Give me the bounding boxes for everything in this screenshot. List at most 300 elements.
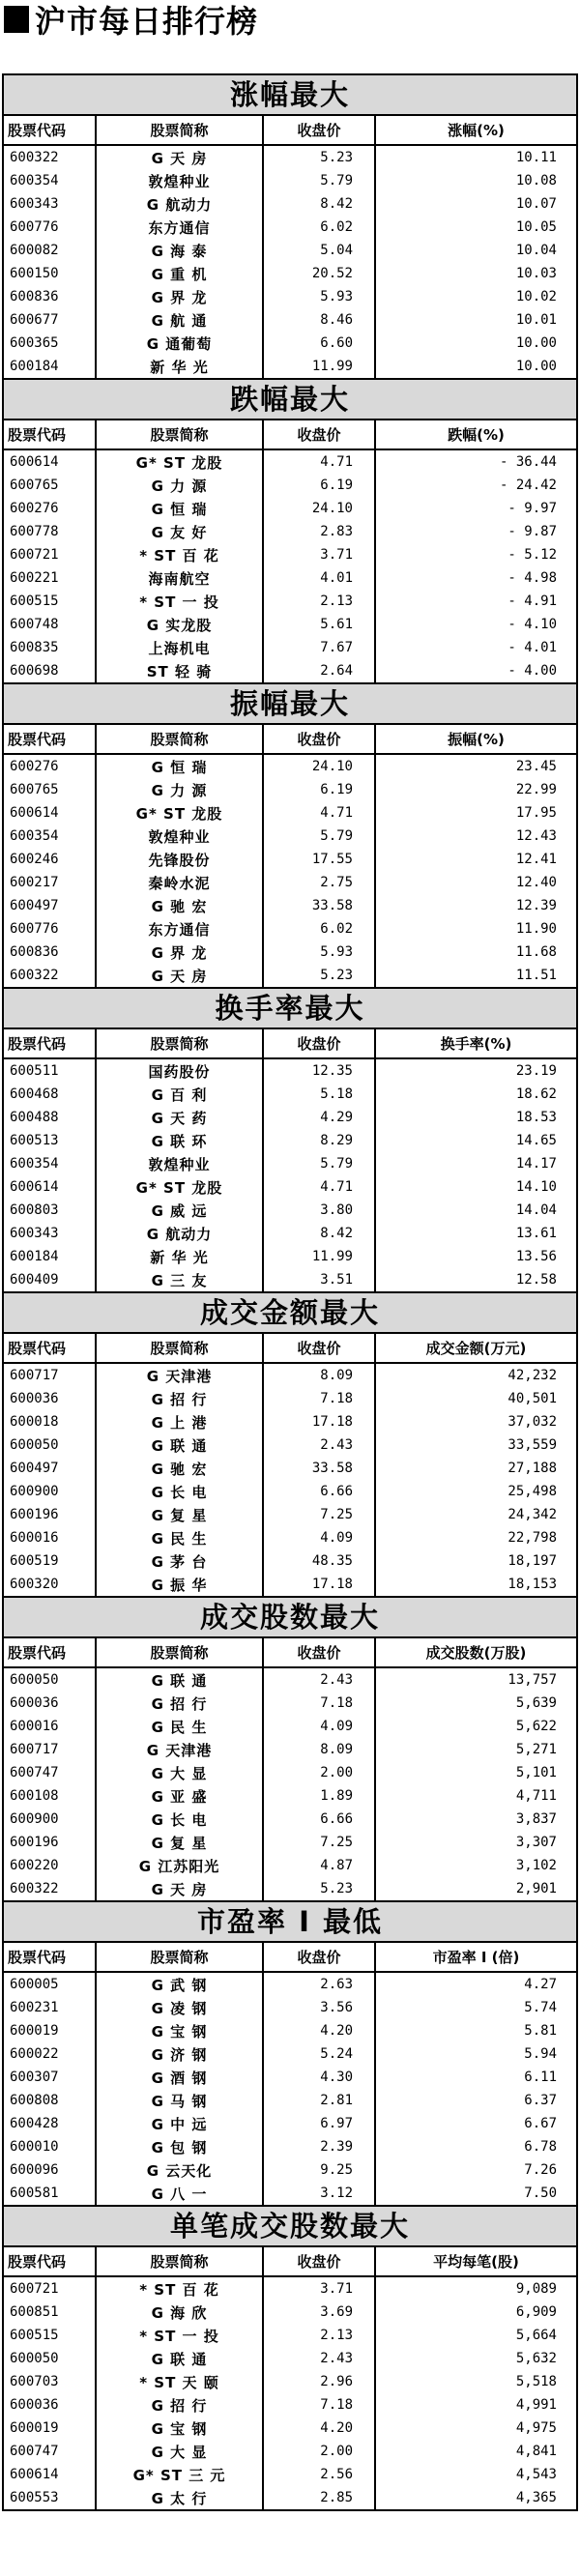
metric-value: 9,089 <box>375 2276 576 2301</box>
header-close-price: 收盘价 <box>263 2247 375 2276</box>
close-price: 7.18 <box>263 2393 375 2417</box>
close-price: 2.96 <box>263 2370 375 2393</box>
section-title: 换手率最大 <box>4 989 576 1029</box>
metric-value: 13.56 <box>375 1245 576 1268</box>
table-row <box>4 2135 576 2158</box>
stock-code: 600513 <box>10 1133 59 1148</box>
table-row <box>4 1738 576 1761</box>
close-price: 8.46 <box>263 308 375 332</box>
ranking-section <box>4 1902 576 2207</box>
stock-name: 东方通信 <box>96 216 263 239</box>
stock-name: G 招 行 <box>96 1387 263 1410</box>
ranking-section <box>4 684 576 989</box>
close-price: 4.30 <box>263 2066 375 2089</box>
metric-value: 27,188 <box>375 1457 576 1480</box>
metric-value: - 4.91 <box>375 590 576 613</box>
table-row <box>4 262 576 285</box>
metric-value: 3,307 <box>375 1831 576 1854</box>
header-close-price: 收盘价 <box>263 725 375 754</box>
stock-code: 600614 <box>10 454 59 470</box>
table-row <box>4 778 576 801</box>
close-price: 5.93 <box>263 941 375 964</box>
stock-name: 秦岭水泥 <box>96 871 263 894</box>
stock-name: G 武 钢 <box>96 1972 263 1996</box>
table-row <box>4 332 576 355</box>
stock-code: 600835 <box>10 640 59 655</box>
stock-name: G 大 显 <box>96 1761 263 1784</box>
table-header-row <box>4 1638 576 1667</box>
stock-code: 600018 <box>10 1414 59 1430</box>
close-price: 2.43 <box>263 1667 375 1692</box>
close-price: 3.56 <box>263 1996 375 2019</box>
header-stock-code: 股票代码 <box>4 420 96 449</box>
stock-code: 600082 <box>10 243 59 258</box>
stock-name: G 联 环 <box>96 1129 263 1152</box>
stock-code: 600698 <box>4 659 96 683</box>
stock-name: G 力 源 <box>96 778 263 801</box>
close-price: 11.99 <box>263 355 375 379</box>
stock-code: 600246 <box>10 852 59 867</box>
header-stock-name: 股票简称 <box>96 725 263 754</box>
table-header-row <box>4 2247 576 2276</box>
table-row <box>4 1363 576 1387</box>
stock-code: 600320 <box>4 1573 96 1597</box>
stock-code: 600150 <box>10 266 59 281</box>
stock-code: 600515 <box>10 2328 59 2343</box>
stock-code: 600322 <box>4 1877 96 1901</box>
table-row <box>4 1784 576 1808</box>
stock-name: G 航动力 <box>96 1222 263 1245</box>
stock-code: 600050 <box>10 1437 59 1453</box>
ranking-section <box>4 380 576 684</box>
close-price: 5.93 <box>263 285 375 308</box>
close-price: 5.23 <box>263 964 375 988</box>
metric-value: - 9.87 <box>375 520 576 543</box>
stock-code: 600778 <box>10 524 59 539</box>
stock-code: 600343 <box>10 196 59 212</box>
header-stock-name: 股票简称 <box>96 116 263 145</box>
stock-code: 600108 <box>10 1788 59 1804</box>
metric-value: - 24.42 <box>375 474 576 497</box>
stock-name: * ST 一 投 <box>96 2324 263 2347</box>
table-row <box>4 1503 576 1526</box>
stock-name: * ST 百 花 <box>96 543 263 566</box>
table-row <box>4 2393 576 2417</box>
stock-code: 600497 <box>10 1461 59 1476</box>
close-price: 2.13 <box>263 590 375 613</box>
table-row <box>4 1854 576 1877</box>
close-price: 2.39 <box>263 2135 375 2158</box>
metric-value: 7.50 <box>375 2182 576 2206</box>
table-row <box>4 636 576 659</box>
metric-value: 14.04 <box>375 1199 576 1222</box>
stock-code: 600553 <box>4 2486 96 2510</box>
metric-value: 12.40 <box>375 871 576 894</box>
close-price: 6.02 <box>263 917 375 941</box>
metric-value: 14.10 <box>375 1175 576 1199</box>
metric-value: 5,664 <box>375 2324 576 2347</box>
close-price: 3.51 <box>263 1268 375 1292</box>
stock-name: G 航动力 <box>96 192 263 216</box>
metric-value: 5,622 <box>375 1715 576 1738</box>
close-price: 5.79 <box>263 169 375 192</box>
close-price: 2.63 <box>263 1972 375 1996</box>
stock-code: 600776 <box>10 921 59 937</box>
close-price: 17.18 <box>263 1573 375 1597</box>
stock-name: 新 华 光 <box>96 1245 263 1268</box>
table-row <box>4 520 576 543</box>
header-close-price: 收盘价 <box>263 116 375 145</box>
header-metric: 市盈率 I (倍) <box>375 1943 576 1972</box>
ranking-table <box>4 1638 576 1902</box>
stock-name: G 百 利 <box>96 1083 263 1106</box>
metric-value: 10.05 <box>375 216 576 239</box>
table-header-row <box>4 1943 576 1972</box>
stock-name: G 民 生 <box>96 1715 263 1738</box>
table-row <box>4 543 576 566</box>
metric-value: 6.11 <box>375 2066 576 2089</box>
stock-name: ST 轻 骑 <box>96 659 263 683</box>
close-price: 4.71 <box>263 449 375 474</box>
metric-value: 5,271 <box>375 1738 576 1761</box>
ranking-section <box>4 75 576 380</box>
table-row <box>4 2158 576 2182</box>
stock-name: G 海 欣 <box>96 2301 263 2324</box>
close-price: 2.00 <box>263 2440 375 2463</box>
stock-name: G 天 药 <box>96 1106 263 1129</box>
stock-code: 600803 <box>10 1202 59 1218</box>
stock-name: G 大 显 <box>96 2440 263 2463</box>
stock-name: G 天 房 <box>96 145 263 169</box>
close-price: 9.25 <box>263 2158 375 2182</box>
table-row <box>4 1808 576 1831</box>
ranking-table <box>4 1334 576 1598</box>
close-price: 7.18 <box>263 1387 375 1410</box>
ranking-section <box>4 989 576 1293</box>
stock-name: 上海机电 <box>96 636 263 659</box>
stock-name: G 江苏阳光 <box>96 1854 263 1877</box>
header-stock-code: 股票代码 <box>4 1334 96 1363</box>
table-row <box>4 1831 576 1854</box>
stock-name: G 联 通 <box>96 1667 263 1692</box>
title-square-icon <box>4 6 29 33</box>
table-row <box>4 1761 576 1784</box>
stock-code: 600900 <box>10 1811 59 1827</box>
stock-name: G 恒 瑞 <box>96 754 263 778</box>
stock-name: G 实龙股 <box>96 613 263 636</box>
stock-name: 敦煌种业 <box>96 1152 263 1175</box>
table-row <box>4 1480 576 1503</box>
header-metric: 平均每笔(股) <box>375 2247 576 2276</box>
table-row <box>4 659 576 683</box>
metric-value: 12.58 <box>375 1268 576 1292</box>
table-row <box>4 2347 576 2370</box>
close-price: 5.04 <box>263 239 375 262</box>
metric-value: 22,798 <box>375 1526 576 1549</box>
stock-code: 600765 <box>10 782 59 797</box>
section-title: 成交金额最大 <box>4 1293 576 1334</box>
metric-value: 5,639 <box>375 1692 576 1715</box>
metric-value: 6.78 <box>375 2135 576 2158</box>
table-row <box>4 2417 576 2440</box>
close-price: 8.42 <box>263 1222 375 1245</box>
ranking-table <box>4 116 576 380</box>
metric-value: - 36.44 <box>375 449 576 474</box>
close-price: 4.71 <box>263 801 375 825</box>
close-price: 2.13 <box>263 2324 375 2347</box>
stock-code: 600322 <box>4 964 96 988</box>
header-stock-name: 股票简称 <box>96 1029 263 1058</box>
table-row <box>4 848 576 871</box>
table-row <box>4 941 576 964</box>
close-price: 5.79 <box>263 1152 375 1175</box>
header-stock-code: 股票代码 <box>4 1638 96 1667</box>
close-price: 11.99 <box>263 1245 375 1268</box>
close-price: 2.56 <box>263 2463 375 2486</box>
header-close-price: 收盘价 <box>263 1029 375 1058</box>
metric-value: 11.90 <box>375 917 576 941</box>
stock-name: G 太 行 <box>96 2486 263 2510</box>
table-row <box>4 1877 576 1901</box>
close-price: 6.19 <box>263 474 375 497</box>
close-price: 8.09 <box>263 1363 375 1387</box>
metric-value: 14.65 <box>375 1129 576 1152</box>
close-price: 4.09 <box>263 1715 375 1738</box>
metric-value: 4,711 <box>375 1784 576 1808</box>
stock-name: G 振 华 <box>96 1573 263 1597</box>
stock-name: G* ST 龙股 <box>96 1175 263 1199</box>
metric-value: 11.68 <box>375 941 576 964</box>
stock-name: G 驰 宏 <box>96 1457 263 1480</box>
close-price: 4.29 <box>263 1106 375 1129</box>
stock-name: 新 华 光 <box>96 355 263 379</box>
stock-name: G 驰 宏 <box>96 894 263 917</box>
table-row <box>4 192 576 216</box>
metric-value: 10.08 <box>375 169 576 192</box>
close-price: 48.35 <box>263 1549 375 1573</box>
metric-value: 5.94 <box>375 2042 576 2066</box>
stock-name: G 民 生 <box>96 1526 263 1549</box>
close-price: 5.18 <box>263 1083 375 1106</box>
stock-code: 600717 <box>10 1742 59 1757</box>
table-row <box>4 355 576 379</box>
header-close-price: 收盘价 <box>263 420 375 449</box>
table-row <box>4 2042 576 2066</box>
close-price: 5.79 <box>263 825 375 848</box>
close-price: 12.35 <box>263 1058 375 1083</box>
stock-name: G 包 钢 <box>96 2135 263 2158</box>
stock-code: 600196 <box>10 1835 59 1850</box>
stock-name: G 八 一 <box>96 2182 263 2206</box>
table-row <box>4 2463 576 2486</box>
stock-code: 600231 <box>10 2000 59 2015</box>
ranking-section <box>4 2207 576 2511</box>
close-price: 2.85 <box>263 2486 375 2510</box>
stock-name: G* ST 三 元 <box>96 2463 263 2486</box>
close-price: 2.81 <box>263 2089 375 2112</box>
stock-code: 600022 <box>10 2046 59 2062</box>
header-stock-code: 股票代码 <box>4 1029 96 1058</box>
close-price: 2.00 <box>263 1761 375 1784</box>
stock-name: G 天 房 <box>96 964 263 988</box>
metric-value: 13.61 <box>375 1222 576 1245</box>
stock-name: G 威 远 <box>96 1199 263 1222</box>
table-row <box>4 1387 576 1410</box>
table-row <box>4 2182 576 2206</box>
stock-code: 600322 <box>10 150 59 165</box>
close-price: 24.10 <box>263 754 375 778</box>
header-stock-name: 股票简称 <box>96 420 263 449</box>
close-price: 8.09 <box>263 1738 375 1761</box>
metric-value: 17.95 <box>375 801 576 825</box>
stock-name: G 云天化 <box>96 2158 263 2182</box>
table-row <box>4 1129 576 1152</box>
ranking-table <box>4 1943 576 2207</box>
stock-name: G 济 钢 <box>96 2042 263 2066</box>
stock-code: 600005 <box>10 1977 59 1992</box>
stock-name: G 航 通 <box>96 308 263 332</box>
close-price: 3.71 <box>263 543 375 566</box>
stock-name: * ST 天 颐 <box>96 2370 263 2393</box>
metric-value: 6.67 <box>375 2112 576 2135</box>
stock-code: 600776 <box>10 219 59 235</box>
metric-value: 4,365 <box>375 2486 576 2510</box>
table-row <box>4 2486 576 2510</box>
table-row <box>4 964 576 988</box>
section-title: 市盈率 I 最低 <box>4 1902 576 1943</box>
metric-value: - 9.97 <box>375 497 576 520</box>
stock-name: G 友 好 <box>96 520 263 543</box>
table-row <box>4 1245 576 1268</box>
stock-code: 600614 <box>10 805 59 821</box>
stock-name: G 宝 钢 <box>96 2019 263 2042</box>
table-row <box>4 1222 576 1245</box>
ranking-section <box>4 1598 576 1902</box>
close-price: 6.66 <box>263 1808 375 1831</box>
table-row <box>4 1268 576 1292</box>
table-row <box>4 754 576 778</box>
metric-value: 23.19 <box>375 1058 576 1083</box>
stock-code: 600747 <box>10 2444 59 2459</box>
close-price: 2.75 <box>263 871 375 894</box>
table-row <box>4 566 576 590</box>
stock-name: 敦煌种业 <box>96 825 263 848</box>
metric-value: 11.51 <box>375 964 576 988</box>
stock-code: 600836 <box>10 944 59 960</box>
stock-name: G 天 房 <box>96 1877 263 1901</box>
metric-value: 37,032 <box>375 1410 576 1433</box>
metric-value: 10.02 <box>375 285 576 308</box>
metric-value: 23.45 <box>375 754 576 778</box>
stock-code: 600016 <box>10 1530 59 1546</box>
stock-name: G 茅 台 <box>96 1549 263 1573</box>
stock-name: 国药股份 <box>96 1058 263 1083</box>
table-row <box>4 308 576 332</box>
stock-name: G 三 友 <box>96 1268 263 1292</box>
table-row <box>4 613 576 636</box>
stock-code: 600428 <box>10 2116 59 2131</box>
ranking-section <box>4 1293 576 1598</box>
stock-name: G 长 电 <box>96 1480 263 1503</box>
header-close-price: 收盘价 <box>263 1943 375 1972</box>
metric-value: 4,841 <box>375 2440 576 2463</box>
close-price: 17.18 <box>263 1410 375 1433</box>
table-row <box>4 216 576 239</box>
close-price: 6.97 <box>263 2112 375 2135</box>
stock-name: 敦煌种业 <box>96 169 263 192</box>
close-price: 2.43 <box>263 1433 375 1457</box>
table-row <box>4 1526 576 1549</box>
close-price: 4.20 <box>263 2417 375 2440</box>
header-metric: 涨幅(%) <box>375 116 576 145</box>
metric-value: 4,543 <box>375 2463 576 2486</box>
table-row <box>4 1152 576 1175</box>
table-row <box>4 1996 576 2019</box>
close-price: 7.67 <box>263 636 375 659</box>
metric-value: 40,501 <box>375 1387 576 1410</box>
section-title: 跌幅最大 <box>4 380 576 420</box>
stock-code: 600019 <box>10 2420 59 2436</box>
table-row <box>4 239 576 262</box>
stock-name: G 马 钢 <box>96 2089 263 2112</box>
section-title: 成交股数最大 <box>4 1598 576 1638</box>
table-row <box>4 285 576 308</box>
stock-code: 600519 <box>10 1553 59 1569</box>
metric-value: 5.74 <box>375 1996 576 2019</box>
metric-value: 12.43 <box>375 825 576 848</box>
close-price: 3.69 <box>263 2301 375 2324</box>
close-price: 20.52 <box>263 262 375 285</box>
stock-name: * ST 百 花 <box>96 2276 263 2301</box>
stock-code: 600276 <box>10 759 59 774</box>
stock-code: 600307 <box>10 2069 59 2085</box>
stock-name: G 恒 瑞 <box>96 497 263 520</box>
metric-value: 22.99 <box>375 778 576 801</box>
close-price: 17.55 <box>263 848 375 871</box>
stock-code: 600354 <box>10 828 59 844</box>
table-row <box>4 590 576 613</box>
header-stock-name: 股票简称 <box>96 1334 263 1363</box>
metric-value: - 4.98 <box>375 566 576 590</box>
stock-name: G 天津港 <box>96 1363 263 1387</box>
metric-value: 18.62 <box>375 1083 576 1106</box>
table-row <box>4 2324 576 2347</box>
stock-name: * ST 一 投 <box>96 590 263 613</box>
close-price: 2.83 <box>263 520 375 543</box>
stock-code: 600488 <box>10 1110 59 1125</box>
metric-value: 18,197 <box>375 1549 576 1573</box>
metric-value: 5,632 <box>375 2347 576 2370</box>
section-title: 单笔成交股数最大 <box>4 2207 576 2247</box>
stock-code: 600217 <box>10 875 59 890</box>
close-price: 6.02 <box>263 216 375 239</box>
table-row <box>4 871 576 894</box>
stock-name: G 招 行 <box>96 2393 263 2417</box>
metric-value: 5.81 <box>375 2019 576 2042</box>
stock-code: 600221 <box>10 570 59 586</box>
close-price: 4.09 <box>263 1526 375 1549</box>
metric-value: 4.27 <box>375 1972 576 1996</box>
close-price: 5.23 <box>263 145 375 169</box>
page-title-text: 沪市每日排行榜 <box>35 3 259 40</box>
stock-code: 600515 <box>10 593 59 609</box>
table-row <box>4 1106 576 1129</box>
stock-code: 600836 <box>10 289 59 304</box>
ranking-table <box>4 725 576 989</box>
stock-code: 600703 <box>10 2374 59 2389</box>
header-close-price: 收盘价 <box>263 1638 375 1667</box>
stock-code: 600220 <box>10 1858 59 1873</box>
